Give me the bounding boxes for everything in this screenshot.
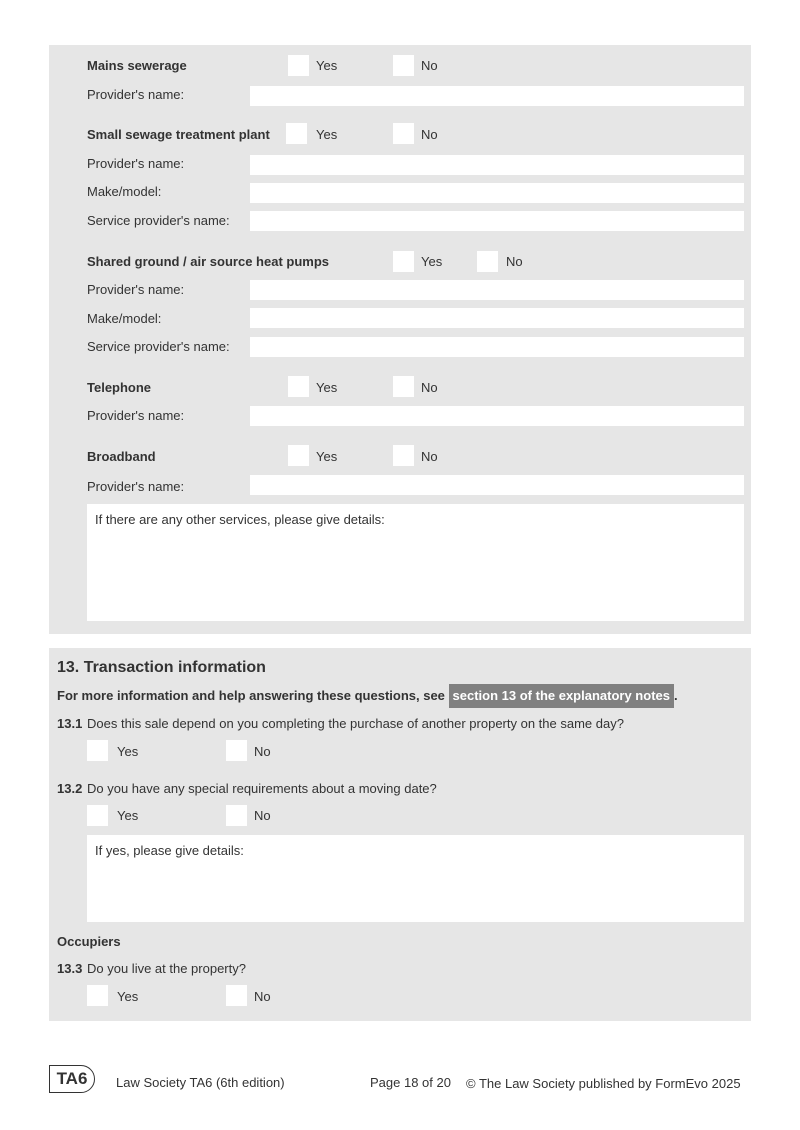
q13-2-details-label: If yes, please give details: [95,843,244,858]
footer-copyright: © The Law Society published by FormEvo 2025 [466,1076,741,1091]
small-sewage-provider-label: Provider's name: [87,156,185,171]
q13-2-number: 13.2 [57,781,83,796]
telephone-provider-field[interactable] [250,406,744,426]
ta6-logo: TA6 [49,1065,95,1093]
broadband-yes-checkbox[interactable] [288,445,309,466]
telephone-title: Telephone [87,380,152,395]
small-sewage-make-label: Make/model: [87,184,162,199]
heat-pumps-yes-checkbox[interactable] [393,251,414,272]
broadband-provider-label: Provider's name: [87,479,185,494]
q13-2-text: Do you have any special requirements about a moving date? [87,781,437,796]
q13-2-no-checkbox[interactable] [226,805,247,826]
small-sewage-make-field[interactable] [250,183,744,203]
section-13-help-text: For more information and help answering these questions, see [57,688,445,703]
mains-sewerage-yes-checkbox[interactable] [288,55,309,76]
heat-pumps-no-label: No [506,254,523,269]
heat-pumps-make-label: Make/model: [87,311,162,326]
q13-1-text: Does this sale depend on you completing the purchase of another property on the same day? [87,716,624,731]
small-sewage-service-label: Service provider's name: [87,213,230,228]
other-services-label: If there are any other services, please give details: [95,512,385,527]
q13-2-details-box[interactable] [87,835,744,922]
q13-3-number: 13.3 [57,961,83,976]
section-13-title: 13. Transaction information [57,659,266,676]
q13-1-yes-checkbox[interactable] [87,740,108,761]
heat-pumps-service-label: Service provider's name: [87,339,230,354]
telephone-no-checkbox[interactable] [393,376,414,397]
telephone-yes-checkbox[interactable] [288,376,309,397]
mains-sewerage-provider-field[interactable] [250,86,744,106]
broadband-no-label: No [421,449,438,464]
small-sewage-title: Small sewage treatment plant [87,127,270,142]
broadband-yes-label: Yes [316,449,338,464]
footer-page-number: Page 18 of 20 [370,1075,451,1090]
q13-3-no-checkbox[interactable] [226,985,247,1006]
broadband-no-checkbox[interactable] [393,445,414,466]
heat-pumps-title: Shared ground / air source heat pumps [87,254,329,269]
broadband-provider-field[interactable] [250,475,744,495]
footer-form-name: Law Society TA6 (6th edition) [116,1075,285,1090]
mains-sewerage-provider-label: Provider's name: [87,87,185,102]
q13-3-yes-checkbox[interactable] [87,985,108,1006]
heat-pumps-no-checkbox[interactable] [477,251,498,272]
heat-pumps-provider-field[interactable] [250,280,744,300]
broadband-title: Broadband [87,449,156,464]
small-sewage-service-field[interactable] [250,211,744,231]
section-13-help-link[interactable]: section 13 of the explanatory notes [449,684,674,708]
q13-2-yes-checkbox[interactable] [87,805,108,826]
mains-sewerage-title: Mains sewerage [87,58,187,73]
telephone-provider-label: Provider's name: [87,408,185,423]
q13-3-no-label: No [254,989,271,1004]
other-services-box[interactable] [87,504,744,621]
q13-1-number: 13.1 [57,716,83,731]
small-sewage-no-checkbox[interactable] [393,123,414,144]
heat-pumps-make-field[interactable] [250,308,744,328]
small-sewage-yes-label: Yes [316,127,338,142]
mains-sewerage-no-label: No [421,58,438,73]
telephone-yes-label: Yes [316,380,338,395]
q13-3-yes-label: Yes [117,989,139,1004]
q13-3-text: Do you live at the property? [87,961,246,976]
q13-1-no-label: No [254,744,271,759]
heat-pumps-provider-label: Provider's name: [87,282,185,297]
telephone-no-label: No [421,380,438,395]
occupiers-heading: Occupiers [57,934,121,949]
mains-sewerage-no-checkbox[interactable] [393,55,414,76]
q13-1-no-checkbox[interactable] [226,740,247,761]
mains-sewerage-yes-label: Yes [316,58,338,73]
q13-2-no-label: No [254,808,271,823]
section-13-help [57,684,678,708]
q13-2-yes-label: Yes [117,808,139,823]
small-sewage-provider-field[interactable] [250,155,744,175]
q13-1-yes-label: Yes [117,744,139,759]
help-period: . [673,688,678,703]
heat-pumps-service-field[interactable] [250,337,744,357]
heat-pumps-yes-label: Yes [421,254,443,269]
small-sewage-no-label: No [421,127,438,142]
small-sewage-yes-checkbox[interactable] [286,123,307,144]
